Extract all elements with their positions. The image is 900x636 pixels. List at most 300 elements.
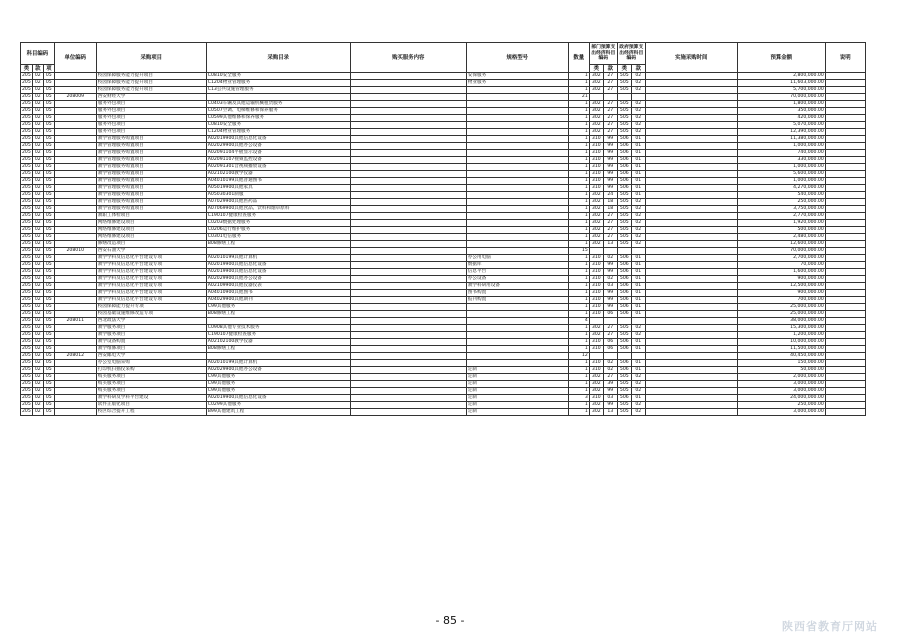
- cell-gov-kind: 506: [617, 297, 631, 304]
- cell-time: [645, 255, 737, 262]
- cell-service-content: [350, 318, 466, 325]
- cell-section: 05: [43, 409, 54, 416]
- cell-gov-item: 01: [631, 185, 645, 192]
- cell-gov-kind: 505: [617, 80, 631, 87]
- header-unit-code: 单位编码: [54, 43, 96, 73]
- cell-spec: 定制: [466, 381, 568, 388]
- cell-dept-kind: 310: [589, 269, 603, 276]
- cell-service-content: [350, 178, 466, 185]
- cell-project: 教学服务项目: [96, 332, 206, 339]
- cell-section: 05: [43, 171, 54, 178]
- cell-item: 02: [32, 213, 43, 220]
- cell-service-content: [350, 164, 466, 171]
- table-row: [21, 115, 866, 122]
- cell-item: 02: [32, 94, 43, 101]
- cell-gov-kind: 505: [617, 388, 631, 395]
- cell-dept-kind: 302: [589, 374, 603, 381]
- cell-quantity: 1: [568, 388, 589, 395]
- cell-service-content: [350, 227, 466, 234]
- cell-time: [645, 87, 737, 94]
- cell-unit-code: [54, 388, 96, 395]
- cell-dept-kind: 310: [589, 276, 603, 283]
- cell-item: 02: [32, 129, 43, 136]
- cell-item: 02: [32, 395, 43, 402]
- cell-time: [645, 178, 737, 185]
- cell-quantity: 1: [568, 206, 589, 213]
- cell-note: [825, 332, 865, 339]
- cell-unit-code: [54, 339, 96, 346]
- table-row: [21, 199, 866, 206]
- cell-gov-kind: 506: [617, 276, 631, 283]
- cell-unit-code: [54, 143, 96, 150]
- cell-dept-item: 99: [603, 178, 617, 185]
- cell-catalog: C0301电信服务: [206, 234, 350, 241]
- cell-service-content: [350, 395, 466, 402]
- cell-gov-kind: 506: [617, 164, 631, 171]
- cell-amount: 12,390,000.00: [737, 129, 825, 136]
- cell-service-content: [350, 220, 466, 227]
- cell-item: 02: [32, 108, 43, 115]
- header-subject-code: 科目编码: [21, 43, 55, 65]
- cell-quantity: 1: [568, 157, 589, 164]
- cell-item: 02: [32, 136, 43, 143]
- cell-amount: 50,000.00: [737, 367, 825, 374]
- cell-dept-kind: 310: [589, 171, 603, 178]
- cell-kind: 205: [22, 227, 31, 232]
- cell-gov-item: [631, 353, 645, 360]
- cell-kind: 205: [22, 381, 31, 386]
- cell-spec: 办公设备: [466, 276, 568, 283]
- cell-quantity: 1: [568, 339, 589, 346]
- cell-service-content: [350, 94, 466, 101]
- cell-dept-kind: 302: [589, 213, 603, 220]
- cell-dept-item: 27: [603, 115, 617, 122]
- cell-gov-kind: 506: [617, 367, 631, 374]
- cell-unit-code: [54, 367, 96, 374]
- cell-note: [825, 346, 865, 353]
- cell-catalog: C0203数据处理服务: [206, 220, 350, 227]
- cell-catalog: B08修缮工程: [206, 311, 350, 318]
- cell-gov-item: 02: [631, 234, 645, 241]
- cell-item: 02: [32, 101, 43, 108]
- table-row: [21, 80, 866, 87]
- cell-dept-kind: 302: [589, 227, 603, 234]
- cell-dept-item: 27: [603, 80, 617, 87]
- cell-service-content: [350, 80, 466, 87]
- cell-spec: [466, 360, 568, 367]
- cell-gov-item: 01: [631, 304, 645, 311]
- page-number: - 85 -: [435, 614, 465, 627]
- cell-service-content: [350, 297, 466, 304]
- header-project: 采购项目: [96, 43, 206, 73]
- cell-gov-item: 02: [631, 402, 645, 409]
- cell-spec: [466, 206, 568, 213]
- cell-gov-item: 01: [631, 276, 645, 283]
- cell-gov-kind: 505: [617, 241, 631, 248]
- cell-item: 02: [32, 409, 43, 416]
- cell-dept-kind: 302: [589, 73, 603, 80]
- cell-dept-item: 39: [603, 381, 617, 388]
- cell-time: [645, 185, 737, 192]
- cell-item: 02: [32, 192, 43, 199]
- cell-section: 05: [43, 297, 54, 304]
- cell-gov-kind: 505: [617, 199, 631, 206]
- cell-project: 购买服务项目: [96, 381, 206, 388]
- cell-note: [825, 395, 865, 402]
- cell-item: 02: [32, 297, 43, 304]
- cell-catalog: A02091301音视频播放设备: [206, 164, 350, 171]
- cell-item: 02: [32, 143, 43, 150]
- cell-catalog: A02029900其他办公设备: [206, 276, 350, 283]
- cell-gov-item: 02: [631, 87, 645, 94]
- cell-dept-kind: 302: [589, 199, 603, 206]
- cell-project: 教学学科及信息化平台建设专项: [96, 269, 206, 276]
- cell-unit-code: [54, 283, 96, 290]
- table-row: [21, 276, 866, 283]
- cell-dept-item: 18: [603, 199, 617, 206]
- cell-quantity: 1: [568, 199, 589, 206]
- cell-amount: 11,500,000.00: [737, 346, 825, 353]
- table-row: [21, 346, 866, 353]
- cell-gov-item: 01: [631, 346, 645, 353]
- cell-project: 教学学科及信息化平台建设专项: [96, 276, 206, 283]
- cell-note: [825, 150, 865, 157]
- cell-quantity: 1: [568, 164, 589, 171]
- cell-gov-kind: 505: [617, 192, 631, 199]
- cell-service-content: [350, 171, 466, 178]
- cell-note: [825, 339, 865, 346]
- cell-quantity: 1: [568, 374, 589, 381]
- cell-quantity: 1: [568, 283, 589, 290]
- cell-amount: 1,000,000.00: [737, 143, 825, 150]
- cell-unit-code: 208010: [54, 248, 96, 255]
- cell-dept-item: 24: [603, 192, 617, 199]
- cell-time: [645, 115, 737, 122]
- cell-amount: 150,000.00: [737, 360, 825, 367]
- cell-unit-code: 208012: [54, 353, 96, 360]
- cell-note: [825, 129, 865, 136]
- cell-dept-kind: 310: [589, 178, 603, 185]
- cell-kind: 205: [22, 185, 31, 190]
- cell-dept-kind: 302: [589, 122, 603, 129]
- cell-amount: 4,270,000.00: [737, 185, 825, 192]
- cell-service-content: [350, 283, 466, 290]
- cell-project: 教学管理服务购置项目: [96, 199, 206, 206]
- cell-time: [645, 353, 737, 360]
- cell-gov-kind: 505: [617, 73, 631, 80]
- table-row: [21, 311, 866, 318]
- cell-gov-item: 01: [631, 290, 645, 297]
- cell-kind: 205: [22, 241, 31, 246]
- cell-spec: 教学科研用设备: [466, 283, 568, 290]
- cell-section: 05: [43, 269, 54, 276]
- table-row: [21, 129, 866, 136]
- cell-kind: 205: [22, 339, 31, 344]
- cell-project: 校园保障服务能力提升项目: [96, 80, 206, 87]
- cell-gov-item: 02: [631, 241, 645, 248]
- cell-time: [645, 409, 737, 416]
- cell-gov-item: [631, 318, 645, 325]
- table-row: [21, 234, 866, 241]
- cell-service-content: [350, 290, 466, 297]
- cell-unit-code: [54, 374, 96, 381]
- cell-spec: [466, 164, 568, 171]
- cell-time: [645, 374, 737, 381]
- cell-amount: 1,920,000.00: [737, 220, 825, 227]
- cell-kind: 205: [22, 332, 31, 337]
- cell-quantity: 1: [568, 108, 589, 115]
- cell-quantity: 1: [568, 332, 589, 339]
- cell-gov-kind: 506: [617, 185, 631, 192]
- cell-gov-kind: 505: [617, 374, 631, 381]
- cell-project: 软件正版化项目: [96, 402, 206, 409]
- header-gov-kind: 类: [617, 65, 631, 73]
- cell-kind: 205: [22, 199, 31, 204]
- cell-amount: 540,000.00: [737, 192, 825, 199]
- cell-gov-kind: 506: [617, 360, 631, 367]
- cell-time: [645, 304, 737, 311]
- cell-note: [825, 325, 865, 332]
- cell-gov-item: 01: [631, 150, 645, 157]
- cell-catalog: C0403车辆及其他运输机械租赁服务: [206, 101, 350, 108]
- cell-time: [645, 388, 737, 395]
- cell-item: 02: [32, 185, 43, 192]
- cell-catalog: A02010199其他计算机: [206, 360, 350, 367]
- cell-dept-kind: 302: [589, 192, 603, 199]
- cell-dept-kind: 310: [589, 157, 603, 164]
- cell-project: 网络维修建设项目: [96, 227, 206, 234]
- cell-unit-code: [54, 395, 96, 402]
- cell-note: [825, 234, 865, 241]
- cell-catalog: A05030301制服: [206, 192, 350, 199]
- cell-gov-item: 01: [631, 171, 645, 178]
- header-dept-kind: 类: [589, 65, 603, 73]
- cell-amount: 330,000.00: [737, 157, 825, 164]
- cell-time: [645, 192, 737, 199]
- cell-catalog: B08修缮工程: [206, 346, 350, 353]
- cell-gov-item: 02: [631, 374, 645, 381]
- cell-amount: 2,480,000.00: [737, 234, 825, 241]
- cell-project: 教学管理服务购置项目: [96, 150, 206, 157]
- cell-spec: 定制: [466, 395, 568, 402]
- cell-spec: [466, 157, 568, 164]
- cell-amount: 2,700,000.00: [737, 255, 825, 262]
- cell-unit-code: [54, 122, 96, 129]
- cell-time: [645, 248, 737, 255]
- cell-gov-kind: 506: [617, 346, 631, 353]
- cell-unit-code: [54, 157, 96, 164]
- cell-dept-item: 99: [603, 262, 617, 269]
- cell-note: [825, 311, 865, 318]
- table-row: [21, 206, 866, 213]
- cell-item: 02: [32, 325, 43, 332]
- cell-dept-item: 27: [603, 374, 617, 381]
- cell-gov-item: 01: [631, 255, 645, 262]
- cell-amount: 2,800,000.00: [737, 73, 825, 80]
- cell-item: 02: [32, 255, 43, 262]
- cell-unit-code: [54, 276, 96, 283]
- cell-dept-kind: 310: [589, 290, 603, 297]
- cell-catalog: A02019900其他信息化设备: [206, 269, 350, 276]
- cell-note: [825, 213, 865, 220]
- table-row: [21, 283, 866, 290]
- cell-kind: 205: [22, 178, 31, 183]
- cell-service-content: [350, 276, 466, 283]
- cell-amount: 250,000.00: [737, 402, 825, 409]
- cell-gov-item: 01: [631, 283, 645, 290]
- cell-note: [825, 360, 865, 367]
- cell-quantity: 21: [568, 94, 589, 101]
- cell-section: 05: [43, 150, 54, 157]
- table-row: [21, 360, 866, 367]
- cell-section: 05: [43, 325, 54, 332]
- table-row: [21, 381, 866, 388]
- cell-service-content: [350, 304, 466, 311]
- cell-dept-item: 99: [603, 157, 617, 164]
- cell-section: 05: [43, 395, 54, 402]
- table-row: [21, 185, 866, 192]
- cell-unit-code: [54, 80, 96, 87]
- cell-gov-item: 02: [631, 80, 645, 87]
- cell-item: 02: [32, 227, 43, 234]
- cell-dept-kind: [589, 248, 603, 255]
- cell-amount: 70,000,000.00: [737, 248, 825, 255]
- cell-catalog: C0507空调、电梯维修和保养服务: [206, 108, 350, 115]
- cell-project: 教学学科及信息化平台建设专项: [96, 290, 206, 297]
- cell-quantity: 1: [568, 381, 589, 388]
- cell-gov-item: 02: [631, 213, 645, 220]
- cell-item: 02: [32, 311, 43, 318]
- cell-kind: 205: [22, 234, 31, 239]
- cell-gov-kind: 505: [617, 325, 631, 332]
- cell-kind: 205: [22, 297, 31, 302]
- cell-gov-item: 02: [631, 206, 645, 213]
- cell-catalog: B08修缮工程: [206, 241, 350, 248]
- cell-project: 打印机扫描仪采购: [96, 367, 206, 374]
- cell-amount: 70,000,000.00: [737, 94, 825, 101]
- header-item: 款: [32, 65, 43, 73]
- cell-gov-item: 01: [631, 164, 645, 171]
- cell-catalog: A02109900其他仪器仪表: [206, 283, 350, 290]
- cell-amount: 12,600,000.00: [737, 241, 825, 248]
- header-gov-item: 款: [631, 65, 645, 73]
- cell-time: [645, 164, 737, 171]
- cell-dept-kind: 310: [589, 311, 603, 318]
- cell-note: [825, 255, 865, 262]
- cell-section: 05: [43, 381, 54, 388]
- cell-kind: 205: [22, 171, 31, 176]
- cell-quantity: 1: [568, 227, 589, 234]
- cell-time: [645, 297, 737, 304]
- cell-project: 教学管理服务购置项目: [96, 192, 206, 199]
- cell-kind: 205: [22, 353, 31, 358]
- table-row: [21, 325, 866, 332]
- cell-project: 教学设备购置: [96, 339, 206, 346]
- table-row: [21, 318, 866, 325]
- cell-spec: [466, 353, 568, 360]
- cell-dept-kind: 302: [589, 402, 603, 409]
- cell-project: 服务外包项目: [96, 101, 206, 108]
- cell-project: 校园保障服务能力提升项目: [96, 87, 206, 94]
- cell-dept-item: 02: [603, 276, 617, 283]
- table-row: [21, 255, 866, 262]
- cell-section: 05: [43, 283, 54, 290]
- cell-spec: [466, 101, 568, 108]
- cell-project: 教学学科及信息化平台建设专项: [96, 255, 206, 262]
- header-gov-econ: 政府预算支出经济科目编码: [617, 43, 645, 65]
- cell-item: 02: [32, 388, 43, 395]
- cell-gov-kind: 505: [617, 122, 631, 129]
- table-row: [21, 402, 866, 409]
- cell-quantity: 1: [568, 409, 589, 416]
- cell-kind: 205: [22, 262, 31, 267]
- cell-section: 05: [43, 276, 54, 283]
- cell-time: [645, 80, 737, 87]
- cell-time: [645, 157, 737, 164]
- table-row: [21, 332, 866, 339]
- cell-dept-kind: 310: [589, 164, 603, 171]
- cell-dept-item: 27: [603, 213, 617, 220]
- cell-section: 05: [43, 290, 54, 297]
- cell-kind: 205: [22, 150, 31, 155]
- cell-time: [645, 360, 737, 367]
- cell-quantity: 1: [568, 73, 589, 80]
- cell-item: 02: [32, 171, 43, 178]
- cell-spec: 办公用电脑: [466, 255, 568, 262]
- cell-project: 服务外包项目: [96, 115, 206, 122]
- cell-dept-item: [603, 94, 617, 101]
- cell-spec: [466, 143, 568, 150]
- cell-project: 网络维修建设项目: [96, 234, 206, 241]
- cell-gov-kind: [617, 353, 631, 360]
- cell-service-content: [350, 332, 466, 339]
- cell-dept-item: [603, 353, 617, 360]
- cell-spec: [466, 108, 568, 115]
- cell-service-content: [350, 157, 466, 164]
- cell-spec: [466, 304, 568, 311]
- cell-gov-kind: 506: [617, 178, 631, 185]
- cell-quantity: 1: [568, 262, 589, 269]
- cell-quantity: 1: [568, 276, 589, 283]
- cell-section: 05: [43, 304, 54, 311]
- cell-dept-kind: 302: [589, 220, 603, 227]
- cell-dept-item: 03: [603, 395, 617, 402]
- cell-section: 05: [43, 360, 54, 367]
- cell-section: 05: [43, 346, 54, 353]
- header-section: 项: [43, 65, 54, 73]
- cell-dept-kind: 302: [589, 206, 603, 213]
- cell-catalog: C99其他服务: [206, 388, 350, 395]
- cell-section: 05: [43, 129, 54, 136]
- cell-note: [825, 157, 865, 164]
- cell-service-content: [350, 122, 466, 129]
- cell-service-content: [350, 87, 466, 94]
- cell-kind: 205: [22, 388, 31, 393]
- cell-unit-code: [54, 332, 96, 339]
- cell-service-content: [350, 143, 466, 150]
- cell-section: 05: [43, 220, 54, 227]
- cell-gov-kind: 506: [617, 290, 631, 297]
- cell-dept-item: 06: [603, 311, 617, 318]
- cell-catalog: [206, 318, 350, 325]
- cell-dept-item: 99: [603, 297, 617, 304]
- cell-unit-code: [54, 262, 96, 269]
- cell-gov-item: [631, 94, 645, 101]
- cell-service-content: [350, 199, 466, 206]
- cell-kind: 205: [22, 367, 31, 372]
- cell-item: 02: [32, 206, 43, 213]
- cell-quantity: 1: [568, 171, 589, 178]
